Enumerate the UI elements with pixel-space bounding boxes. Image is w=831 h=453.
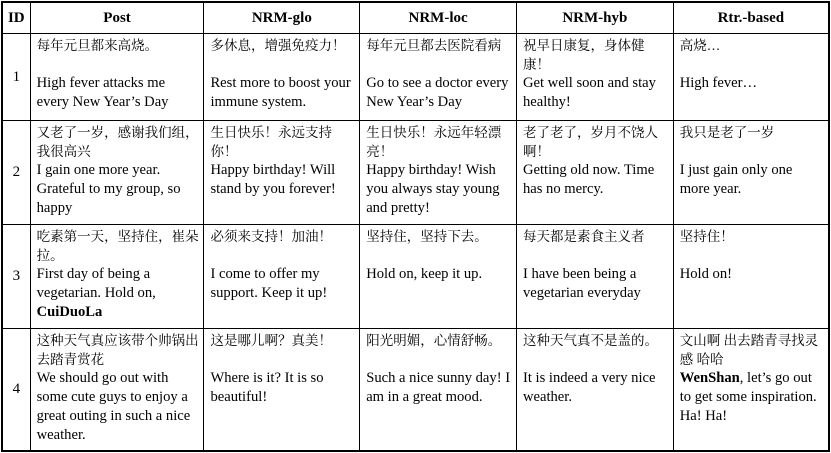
nrm-hyb-cell [516,121,673,225]
english-text: High fever… [679,75,758,91]
chinese-text: 必须来支持！加油！ [210,229,332,244]
chinese-text: 祝早日康复，身体健康！ [522,38,645,72]
english-text: High fever attacks me every New Year’s Day [36,75,169,110]
english-text: Hold on! [679,266,732,282]
nrm-loc-cell [360,329,517,451]
chinese-text: 生日快乐！永远年轻漂亮！ [366,125,502,159]
english-text: Where is it? It is so beautiful! [210,370,324,405]
chinese-text: 吃素第一天，坚持住，崔朵拉。 [36,229,199,263]
nrm-hyb-cell [516,34,673,121]
chinese-text: 生日快乐！永远支持你！ [210,125,332,159]
nrm-loc-cell [360,121,517,225]
chinese-text: 我只是老了一岁 [679,125,775,140]
rtr-based-cell [673,34,829,121]
english-text: I gain one more year. Grateful to my group, so happy [36,162,181,216]
post-cell [30,225,204,329]
english-text: Getting old now. Time has no mercy. [522,162,655,197]
nrm-loc-cell [360,34,517,121]
nrm-glo-cell [204,225,360,329]
table-row [2,329,829,451]
english-text: I just gain only one more year. [679,162,793,197]
chinese-text: 文山啊 出去踏青寻找灵感 哈哈 [679,333,819,367]
post-cell [30,34,204,121]
chinese-text: 这是哪儿啊？真美！ [210,333,332,348]
english-text: Go to see a doctor every New Year’s Day [366,75,509,110]
column-header-nrm-glo: NRM-glo [204,2,360,34]
english-text: Rest more to boost your immune system. [210,75,351,110]
chinese-text: 老了老了，岁月不饶人啊！ [522,125,658,159]
english-text: Happy birthday! Will stand by you forever! [210,162,336,197]
id-cell: 3 [2,225,30,329]
chinese-text: 阳光明媚，心情舒畅。 [366,333,502,348]
english-text: I come to offer my support. Keep it up! [210,266,328,301]
english-text: Happy birthday! Wish you always stay young and pretty! [366,162,500,216]
table-row [2,225,829,329]
chinese-text: 坚持住，坚持下去。 [366,229,488,244]
chinese-text: 高烧… [679,38,721,53]
english-text: It is indeed a very nice weather. [522,370,656,405]
chinese-text: 每天都是素食主义者 [522,229,645,244]
english-text: We should go out with some cute guys to enjoy a great outing in such a nice weather. [36,370,191,443]
nrm-glo-cell [204,121,360,225]
model-comparison-table [1,1,830,452]
chinese-text: 每年元旦都来高烧。 [36,38,159,53]
bold-username: WenShan [679,370,740,386]
nrm-hyb-cell [516,225,673,329]
nrm-glo-cell [204,34,360,121]
table-row [2,121,829,225]
english-text: WenShan, let’s go out to get some inspiration. Ha! Ha! [679,370,817,424]
chinese-text: 每年元旦都去医院看病 [366,38,502,53]
id-cell: 4 [2,329,30,451]
column-header-post: Post [30,2,204,34]
english-text: Such a nice sunny day! I am in a great mood. [366,370,511,405]
english-text: I have been being a vegetarian everyday [522,266,641,301]
id-cell: 1 [2,34,30,121]
bold-username: CuiDuoLa [36,304,103,320]
column-header-rtr-based: Rtr.-based [673,2,829,34]
chinese-text: 这种天气真不是盖的。 [522,333,658,348]
english-text: Get well soon and stay healthy! [522,75,656,110]
post-cell [30,329,204,451]
nrm-glo-cell [204,329,360,451]
post-cell [30,121,204,225]
column-header-nrm-loc: NRM-loc [360,2,517,34]
table-row [2,34,829,121]
chinese-text: 这种天气真应该带个帅锅出去踏青赏花 [36,333,199,367]
rtr-based-cell [673,121,829,225]
id-cell: 2 [2,121,30,225]
nrm-loc-cell [360,225,517,329]
chinese-text: 又老了一岁，感谢我们组，我很高兴 [36,125,199,159]
rtr-based-cell [673,225,829,329]
rtr-based-cell [673,329,829,451]
chinese-text: 坚持住！ [679,229,734,244]
column-header-id: ID [2,2,30,34]
header-row [2,2,829,34]
english-text: Hold on, keep it up. [366,266,483,282]
column-header-nrm-hyb: NRM-hyb [516,2,673,34]
chinese-text: 多休息，增强免疫力！ [210,38,346,53]
english-text: First day of being a vegetarian. Hold on, CuiDuoLa [36,266,156,320]
nrm-hyb-cell [516,329,673,451]
